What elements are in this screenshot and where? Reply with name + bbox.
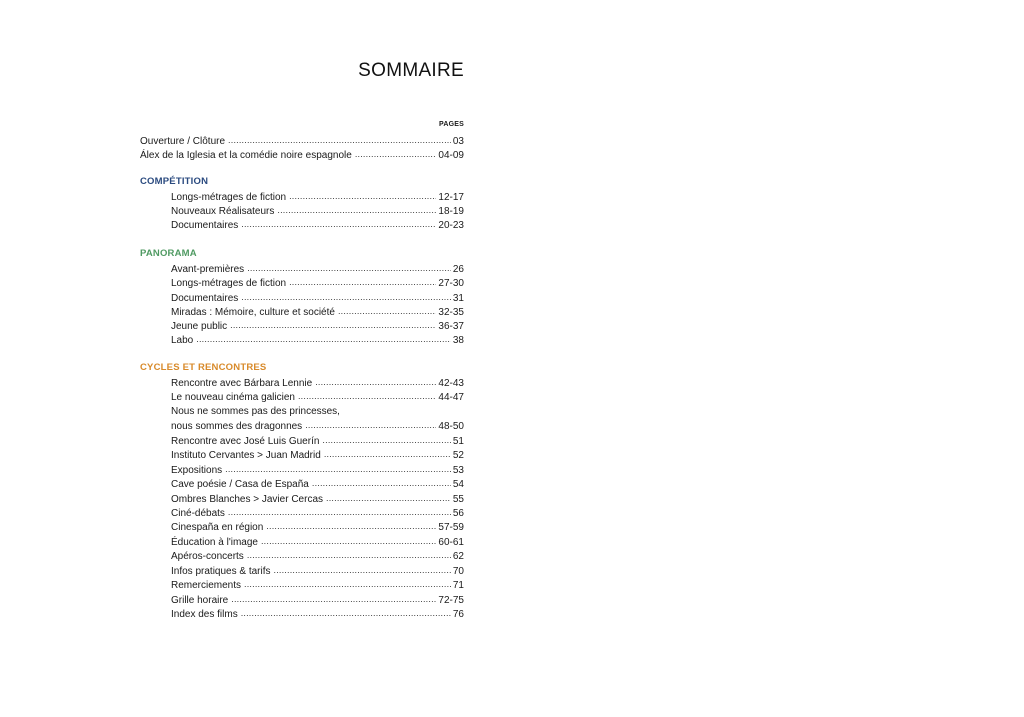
toc-entry-page: 36-37 xyxy=(438,321,464,332)
toc-entry[interactable] xyxy=(171,190,464,204)
dot-leader xyxy=(241,606,451,620)
dot-leader xyxy=(247,548,451,562)
dot-leader xyxy=(305,418,436,432)
toc-entry-page: 57-59 xyxy=(438,522,464,533)
toc-entry[interactable] xyxy=(171,578,464,592)
dot-leader xyxy=(241,290,451,304)
toc-entry-label: Cinespaña en région xyxy=(171,522,264,533)
toc-entry-page: 54 xyxy=(452,479,464,490)
dot-leader xyxy=(277,203,436,217)
toc-entry[interactable] xyxy=(171,333,464,347)
toc-entry-page: 52 xyxy=(452,450,464,461)
toc-entry-page: 44-47 xyxy=(438,392,464,403)
toc-entry[interactable] xyxy=(171,463,464,477)
toc-entry[interactable] xyxy=(171,262,464,276)
toc-entry[interactable] xyxy=(171,376,464,390)
toc-entry-page: 20-23 xyxy=(438,220,464,231)
toc-entry-page: 71 xyxy=(452,580,464,591)
toc-entry-line1[interactable] xyxy=(171,405,464,419)
dot-leader xyxy=(244,577,451,591)
toc-entry-page: 60-61 xyxy=(438,537,464,548)
toc-entry[interactable] xyxy=(171,520,464,534)
toc-entry-label: Ciné-débats xyxy=(171,508,225,519)
toc-entry-page: 12-17 xyxy=(438,192,464,203)
toc-entry[interactable] xyxy=(171,276,464,290)
section-heading-cycles: CYCLES ET RENCONTRES xyxy=(140,362,267,373)
toc-entry-page: 76 xyxy=(452,609,464,620)
toc-entry-label: Éducation à l'image xyxy=(171,537,258,548)
toc-entry[interactable] xyxy=(171,434,464,448)
toc-entry-page: 18-19 xyxy=(438,206,464,217)
toc-entry-label: Miradas : Mémoire, culture et société xyxy=(171,307,335,318)
dot-leader xyxy=(326,491,451,505)
dot-leader xyxy=(355,147,437,161)
dot-leader xyxy=(289,275,436,289)
toc-entry-label: Documentaires xyxy=(171,220,239,231)
toc-entry-line2[interactable] xyxy=(171,419,464,433)
toc-entry-label: Jeune public xyxy=(171,321,228,332)
dot-leader xyxy=(338,304,436,318)
toc-entry-page: 26 xyxy=(452,264,464,275)
dot-leader xyxy=(196,332,451,346)
toc-entry-label: Ouverture / Clôture xyxy=(140,136,226,147)
dot-leader xyxy=(312,476,451,490)
toc-entry[interactable] xyxy=(171,607,464,621)
toc-entry-label: Grille horaire xyxy=(171,595,229,606)
toc-entry[interactable] xyxy=(171,593,464,607)
toc-entry-label: Nous ne sommes pas des princesses, xyxy=(171,406,340,417)
toc-entry-label: Labo xyxy=(171,335,194,346)
dot-leader xyxy=(266,519,436,533)
toc-entry[interactable] xyxy=(171,506,464,520)
toc-entry-label: Instituto Cervantes > Juan Madrid xyxy=(171,450,321,461)
dot-leader xyxy=(324,447,451,461)
toc-entry-page: 53 xyxy=(452,465,464,476)
dot-leader xyxy=(289,189,436,203)
toc-entry-page: 72-75 xyxy=(438,595,464,606)
toc-entry[interactable] xyxy=(171,291,464,305)
toc-entry[interactable] xyxy=(171,564,464,578)
dot-leader xyxy=(315,375,436,389)
toc-entry[interactable] xyxy=(171,549,464,563)
toc-entry-label: Ombres Blanches > Javier Cercas xyxy=(171,494,324,505)
toc-entry-page: 70 xyxy=(452,566,464,577)
dot-leader xyxy=(225,462,451,476)
toc-entry-label: Avant-premières xyxy=(171,264,245,275)
toc-entry-label: Cave poésie / Casa de España xyxy=(171,479,309,490)
toc-entry-label: Nouveaux Réalisateurs xyxy=(171,206,275,217)
toc-entry[interactable] xyxy=(171,390,464,404)
toc-entry-label: Apéros-concerts xyxy=(171,551,244,562)
toc-entry-label: Infos pratiques & tarifs xyxy=(171,566,271,577)
toc-entry-page: 04-09 xyxy=(438,150,464,161)
toc-entry-label: Documentaires xyxy=(171,293,239,304)
toc-entry-label: Expositions xyxy=(171,465,223,476)
toc-entry[interactable] xyxy=(171,305,464,319)
toc-entry[interactable] xyxy=(171,448,464,462)
toc-entry-label: Index des films xyxy=(171,609,238,620)
section-heading-competition: COMPÉTITION xyxy=(140,176,209,187)
toc-entry-label: Álex de la Iglesia et la comédie noire espagnole xyxy=(140,150,352,161)
toc-entry-page: 31 xyxy=(452,293,464,304)
dot-leader xyxy=(241,217,436,231)
toc-entry-label: Remerciements xyxy=(171,580,242,591)
toc-entry-page: 42-43 xyxy=(438,378,464,389)
dot-leader xyxy=(231,592,436,606)
pages-column-label: PAGES xyxy=(439,121,464,128)
toc-entry-label: nous sommes des dragonnes xyxy=(171,421,303,432)
toc-entry-page: 48-50 xyxy=(438,421,464,432)
toc-entry[interactable] xyxy=(171,204,464,218)
dot-leader xyxy=(228,133,451,147)
dot-leader xyxy=(274,563,451,577)
toc-entry-opening-closing[interactable] xyxy=(140,134,464,148)
toc-entry-alex-de-la-iglesia[interactable] xyxy=(140,148,464,162)
toc-entry-page: 55 xyxy=(452,494,464,505)
toc-entry[interactable] xyxy=(171,477,464,491)
dot-leader xyxy=(230,318,436,332)
toc-entry-label: Longs-métrages de fiction xyxy=(171,278,287,289)
toc-entry[interactable] xyxy=(171,218,464,232)
toc-entry-page: 27-30 xyxy=(438,278,464,289)
section-heading-panorama: PANORAMA xyxy=(140,248,197,259)
toc-entry-page: 51 xyxy=(452,436,464,447)
page-title: SOMMAIRE xyxy=(358,60,464,81)
toc-entry-page: 32-35 xyxy=(438,307,464,318)
toc-entry-label: Longs-métrages de fiction xyxy=(171,192,287,203)
toc-entry[interactable] xyxy=(171,535,464,549)
toc-entry-page: 56 xyxy=(452,508,464,519)
dot-leader xyxy=(322,433,450,447)
dot-leader xyxy=(247,261,451,275)
toc-entry-page: 03 xyxy=(452,136,464,147)
toc-entry-page: 38 xyxy=(452,335,464,346)
toc-entry-page: 62 xyxy=(452,551,464,562)
toc-entry-label: Le nouveau cinéma galicien xyxy=(171,392,295,403)
toc-entry[interactable] xyxy=(171,319,464,333)
toc-entry[interactable] xyxy=(171,492,464,506)
dot-leader xyxy=(261,534,436,548)
dot-leader xyxy=(228,505,451,519)
toc-entry-label: Rencontre avec Bárbara Lennie xyxy=(171,378,313,389)
toc-entry-label: Rencontre avec José Luis Guerín xyxy=(171,436,320,447)
dot-leader xyxy=(298,389,436,403)
